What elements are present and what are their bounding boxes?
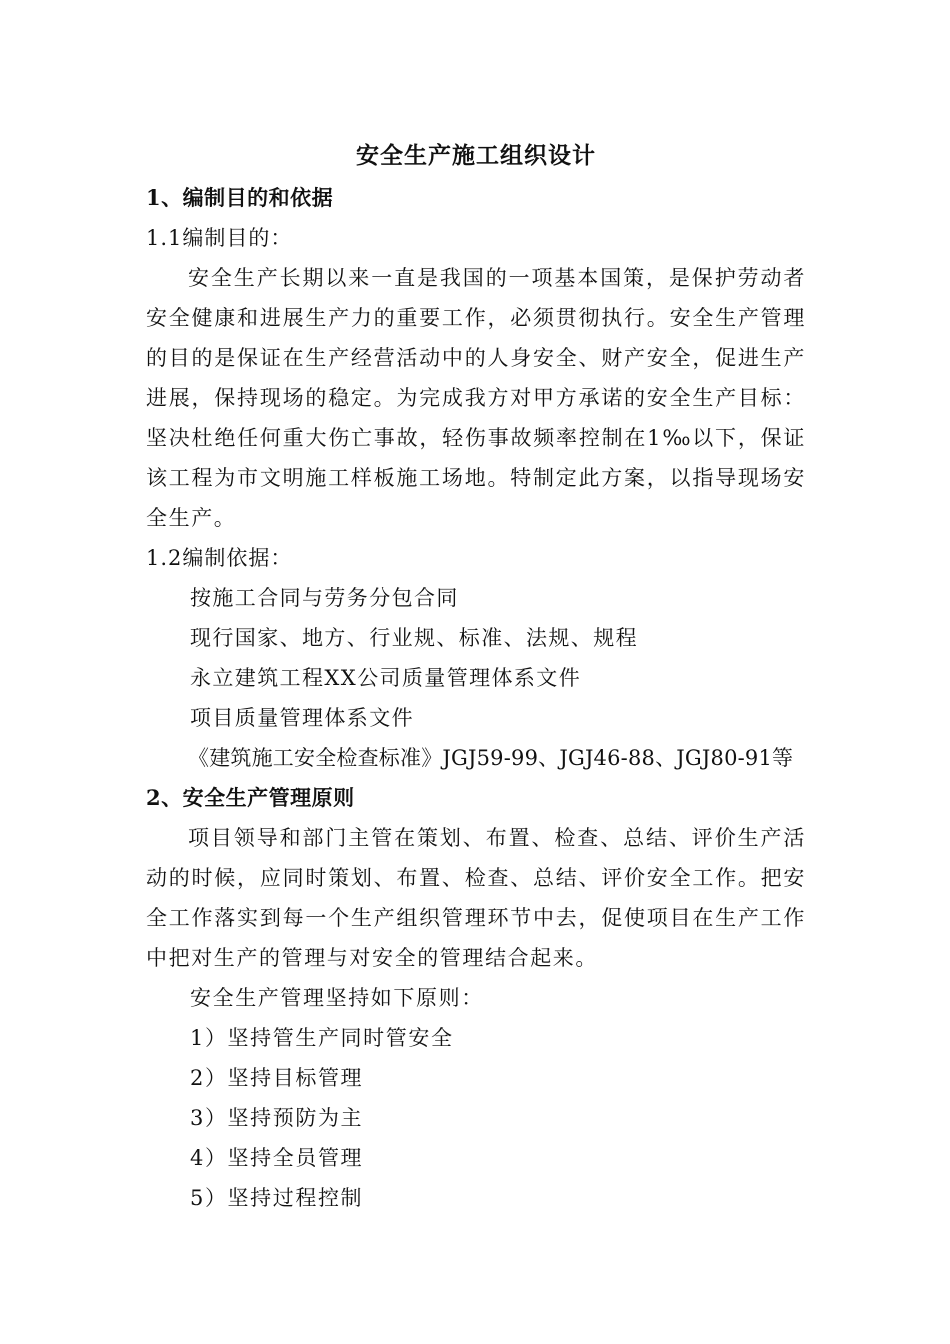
purpose-paragraph: 安全生产长期以来一直是我国的一项基本国策，是保护劳动者安全健康和进展生产力的重要工作，必须贯彻执行。安全生产管理的目的是保证在生产经营活动中的人身安全、财产安全，促进生产进展，保持现场的稳定。为完成我方对甲方承诺的安全生产目标：坚决杜绝任何重大伤亡事故，轻伤事故频率控制在1‰以下，保证该工程为市文明施工样板施工场地。特制定此方案，以指导现场安全生产。 bbox=[146, 266, 806, 530]
principle-paragraph: 项目领导和部门主管在策划、布置、检查、总结、评价生产活动的时候，应同时策划、布置、检查、总结、评价安全工作。把安全工作落实到每一个生产组织管理环节中去，促使项目在生产工作中把对生产的管理与对安全的管理结合起来。 bbox=[146, 826, 806, 970]
basis-item: 项目质量管理体系文件 bbox=[190, 706, 414, 730]
principle-item: 4）坚持全员管理 bbox=[190, 1146, 364, 1170]
basis-item: 永立建筑工程XX公司质量管理体系文件 bbox=[190, 666, 582, 690]
principle-item: 2）坚持目标管理 bbox=[190, 1066, 364, 1090]
basis-item: 按施工合同与劳务分包合同 bbox=[190, 586, 459, 610]
basis-item: 《建筑施工安全检查标准》JGJ59-99、JGJ46-88、JGJ80-91等 bbox=[188, 746, 794, 770]
section-1-heading: 1、编制目的和依据 bbox=[146, 185, 334, 210]
subsection-1-1-heading: 1.1编制目的： bbox=[146, 226, 293, 250]
principles-intro: 安全生产管理坚持如下原则： bbox=[190, 986, 484, 1010]
section-2-heading: 2、安全生产管理原则 bbox=[146, 785, 355, 810]
basis-item: 现行国家、地方、行业规、标准、法规、规程 bbox=[190, 626, 638, 650]
principle-item: 3）坚持预防为主 bbox=[190, 1106, 364, 1130]
subsection-1-2-heading: 1.2编制依据： bbox=[146, 546, 293, 570]
document-body bbox=[146, 138, 806, 1218]
principle-item: 5）坚持过程控制 bbox=[190, 1186, 364, 1210]
document-title: 安全生产施工组织设计 bbox=[356, 142, 596, 169]
principle-item: 1）坚持管生产同时管安全 bbox=[190, 1026, 454, 1050]
